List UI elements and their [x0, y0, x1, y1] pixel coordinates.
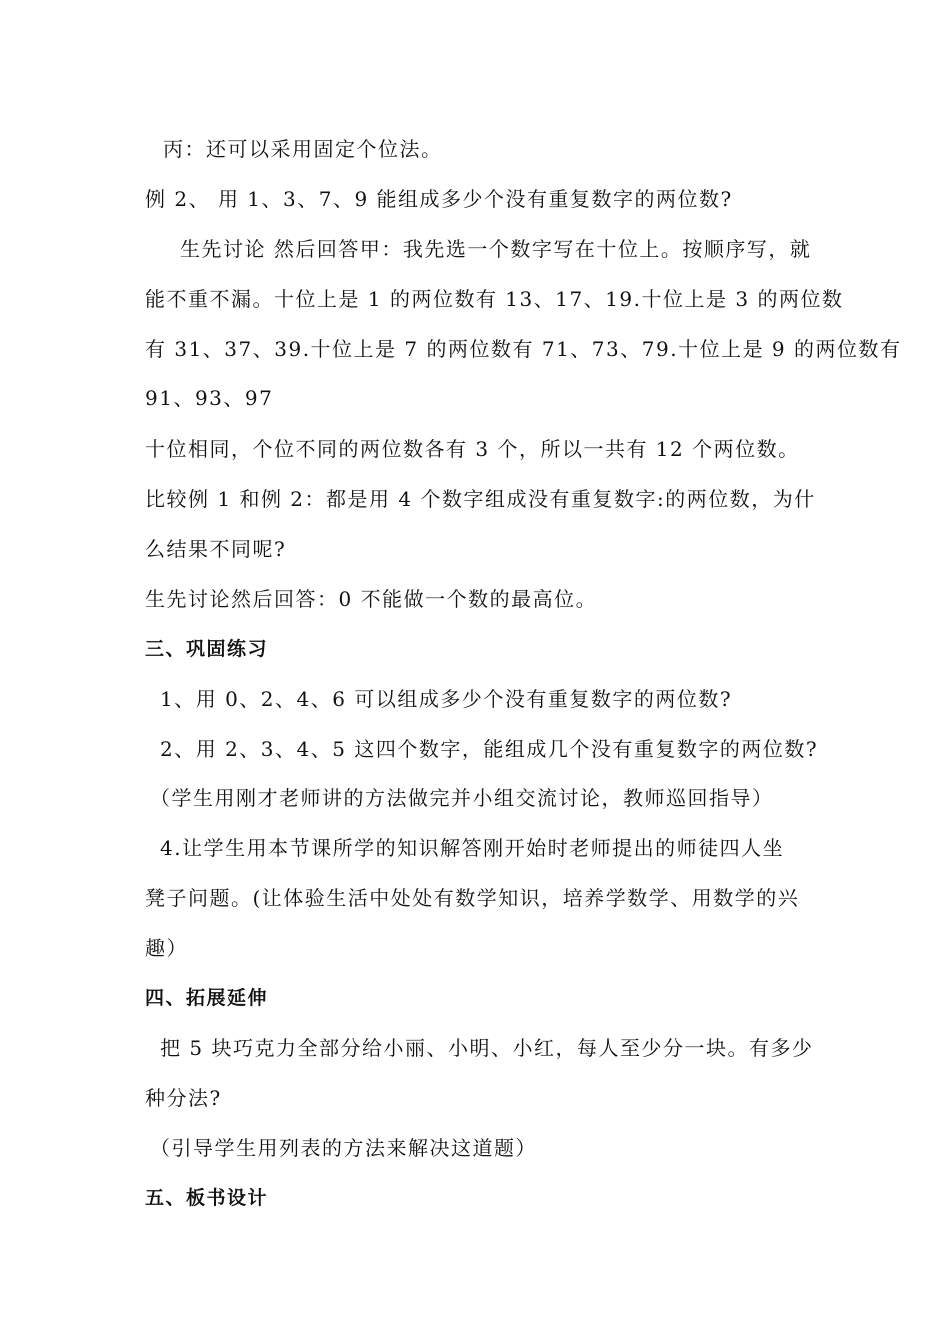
text-line: 凳子问题。(让体验生活中处处有数学知识，培养学数学、用数学的兴 — [145, 886, 800, 910]
text-line: 十位相同，个位不同的两位数各有 3 个，所以一共有 12 个两位数。 — [145, 437, 800, 461]
text-line: 生先讨论 然后回答甲：我先选一个数字写在十位上。按顺序写，就 — [180, 237, 812, 261]
text-line: （引导学生用列表的方法来解决这道题） — [150, 1136, 537, 1160]
text-line: 丙：还可以采用固定个位法。 — [163, 137, 443, 161]
text-line: 例 2、 用 1、3、7、9 能组成多少个没有重复数字的两位数? — [145, 187, 733, 211]
text-line: 2、用 2、3、4、5 这四个数字，能组成几个没有重复数字的两位数? — [160, 737, 819, 761]
text-line: 把 5 块巧克力全部分给小丽、小明、小红，每人至少分一块。有多少 — [160, 1036, 814, 1060]
text-line: 4.让学生用本节课所学的知识解答刚开始时老师提出的师徒四人坐 — [160, 836, 785, 860]
text-line: 91、93、97 — [145, 386, 274, 410]
section-heading: 四、拓展延伸 — [145, 987, 269, 1009]
text-line: 能不重不漏。十位上是 1 的两位数有 13、17、19.十位上是 3 的两位数 — [145, 287, 844, 311]
section-heading: 三、巩固练习 — [145, 638, 269, 660]
text-line: 有 31、37、39.十位上是 7 的两位数有 71、73、79.十位上是 9 的两位数有 — [145, 337, 902, 361]
text-line: （学生用刚才老师讲的方法做完并小组交流讨论，教师巡回指导） — [150, 786, 774, 810]
text-line: 比较例 1 和例 2：都是用 4 个数字组成没有重复数字:的两位数，为什 — [145, 487, 816, 511]
text-line: 1、用 0、2、4、6 可以组成多少个没有重复数字的两位数? — [160, 687, 733, 711]
text-line: 生先讨论然后回答：0 不能做一个数的最高位。 — [145, 587, 598, 611]
text-line: 趣） — [145, 936, 188, 960]
text-line: 么结果不同呢? — [145, 537, 287, 561]
section-heading: 五、板书设计 — [145, 1187, 269, 1209]
text-line: 种分法? — [145, 1086, 222, 1110]
